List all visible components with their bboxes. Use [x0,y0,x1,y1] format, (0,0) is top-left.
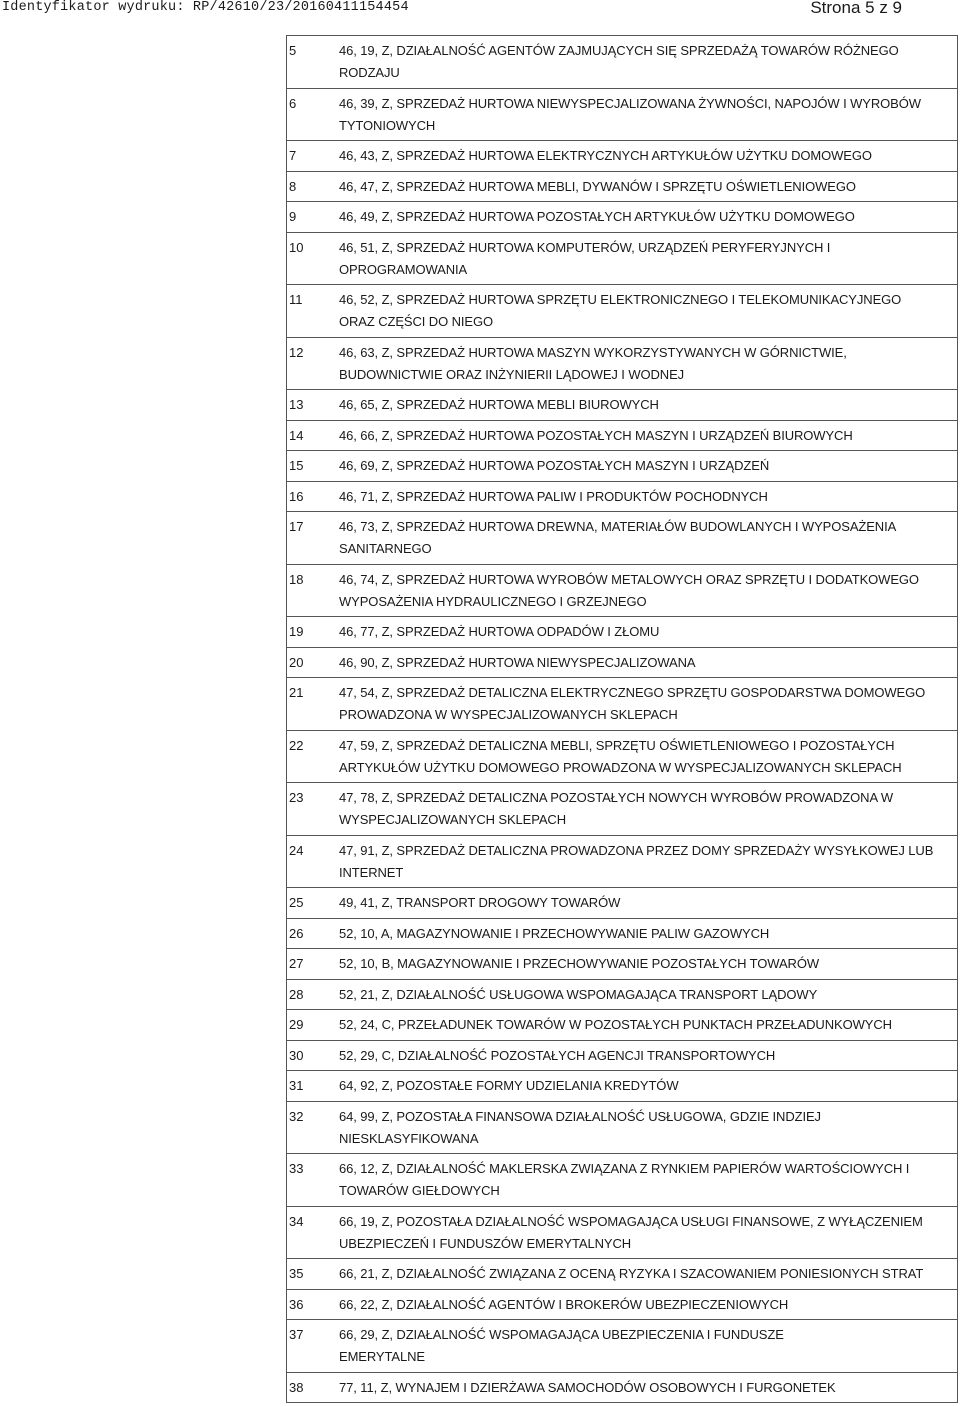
table-row [287,919,957,950]
table-row [287,783,957,836]
activity-description: 66, 22, Z, DZIAŁALNOŚĆ AGENTÓW I BROKERÓW UBEZPIECZENIOWYCH [339,1296,789,1312]
row-number: 10 [289,239,304,255]
activity-description: 46, 74, Z, SPRZEDAŻ HURTOWA WYROBÓW METALOWYCH ORAZ SPRZĘTU I DODATKOWEGO WYPOSAŻENIA HYDRAULICZNEGO I GRZEJNEGO [339,571,919,609]
row-number: 15 [289,458,304,473]
row-number: 7 [289,148,297,163]
table-row [287,1102,957,1155]
table-row [287,836,957,889]
row-number: 36 [289,1296,304,1312]
activity-description: 46, 71, Z, SPRZEDAŻ HURTOWA PALIW I PRODUKTÓW POCHODNYCH [339,488,768,504]
table-row [287,451,957,482]
row-number: 28 [289,986,304,1002]
activity-description: 46, 77, Z, SPRZEDAŻ HURTOWA ODPADÓW I ZŁOMU [339,624,660,639]
row-number: 35 [289,1266,304,1281]
row-number: 38 [289,1379,304,1395]
activity-description: 47, 59, Z, SPRZEDAŻ DETALICZNA MEBLI, SPRZĘTU OŚWIETLENIOWEGO I POZOSTAŁYCH ARTYKUŁÓW UŻYTKU DOMOWEGO PROWADZONA W WYSPECJALIZOWANYCH SKLEPACH [339,737,902,775]
activity-description: 46, 63, Z, SPRZEDAŻ HURTOWA MASZYN WYKORZYSTYWANYCH W GÓRNICTWIE, BUDOWNICTWIE ORAZ INŻYNIERII LĄDOWEJ I WODNEJ [339,344,847,382]
table-row [287,617,957,648]
activity-description: 46, 65, Z, SPRZEDAŻ HURTOWA MEBLI BIUROWYCH [339,397,659,412]
table-row [287,1207,957,1260]
activity-description: 64, 99, Z, POZOSTAŁA FINANSOWA DZIAŁALNOŚĆ USŁUGOWA, GDZIE INDZIEJ NIESKLASYFIKOWANA [339,1108,821,1146]
row-number: 20 [289,654,304,670]
row-number: 6 [289,95,297,111]
page-number: Strona 5 z 9 [810,0,902,17]
row-number: 19 [289,624,304,639]
row-number: 25 [289,895,304,910]
row-number: 9 [289,209,297,224]
table-row [287,888,957,919]
activity-description: 64, 92, Z, POZOSTAŁE FORMY UDZIELANIA KREDYTÓW [339,1078,679,1093]
table-row [287,421,957,452]
row-number: 8 [289,178,297,194]
activity-description: 66, 21, Z, DZIAŁALNOŚĆ ZWIĄZANA Z OCENĄ RYZYKA I SZACOWANIEM PONIESIONYCH STRAT [339,1266,924,1281]
activity-description: 66, 19, Z, POZOSTAŁA DZIAŁALNOŚĆ WSPOMAGAJĄCA USŁUGI FINANSOWE, Z WYŁĄCZENIEM UBEZPIECZEŃ I FUNDUSZÓW EMERYTALNYCH [339,1213,923,1251]
print-identifier: Identyfikator wydruku: RP/42610/23/20160411154454 [2,0,409,15]
row-number: 21 [289,685,304,700]
activity-description: 52, 10, A, MAGAZYNOWANIE I PRZECHOWYWANIE PALIW GAZOWYCH [339,925,770,941]
table-row [287,678,957,731]
table-row [287,233,957,286]
activity-description: 47, 54, Z, SPRZEDAŻ DETALICZNA ELEKTRYCZNEGO SPRZĘTU GOSPODARSTWA DOMOWEGO PROWADZONA W WYSPECJALIZOWANYCH SKLEPACH [339,685,926,722]
table-row [287,731,957,784]
activity-description: 46, 49, Z, SPRZEDAŻ HURTOWA POZOSTAŁYCH ARTYKUŁÓW UŻYTKU DOMOWEGO [339,209,855,224]
row-number: 29 [289,1017,304,1032]
table-row [287,285,957,338]
activity-description: 47, 78, Z, SPRZEDAŻ DETALICZNA POZOSTAŁYCH NOWYCH WYROBÓW PROWADZONA W WYSPECJALIZOWANYCH SKLEPACH [339,790,893,827]
table-row [287,949,957,980]
row-number: 14 [289,427,304,443]
activity-description: 46, 39, Z, SPRZEDAŻ HURTOWA NIEWYSPECJALIZOWANA ŻYWNOŚCI, NAPOJÓW I WYROBÓW TYTONIOWYCH [339,95,921,133]
table-row [287,512,957,565]
activity-description: 46, 47, Z, SPRZEDAŻ HURTOWA MEBLI, DYWANÓW I SPRZĘTU OŚWIETLENIOWEGO [339,178,856,194]
table-row [287,89,957,142]
table-row [287,202,957,233]
table-row [287,1071,957,1102]
table-row [287,1041,957,1072]
activity-description: 46, 43, Z, SPRZEDAŻ HURTOWA ELEKTRYCZNYCH ARTYKUŁÓW UŻYTKU DOMOWEGO [339,148,872,163]
page-header [0,0,960,22]
row-number: 5 [289,43,297,58]
pkd-activity-table [286,35,958,1403]
activity-description: 66, 29, Z, DZIAŁALNOŚĆ WSPOMAGAJĄCA UBEZPIECZENIA I FUNDUSZE EMERYTALNE [339,1327,784,1364]
row-number: 17 [289,519,304,534]
row-number: 26 [289,925,304,941]
activity-description: 46, 51, Z, SPRZEDAŻ HURTOWA KOMPUTERÓW, URZĄDZEŃ PERYFERYJNYCH I OPROGRAMOWANIA [339,239,831,277]
row-number: 23 [289,790,304,805]
table-row [287,338,957,391]
activity-description: 46, 73, Z, SPRZEDAŻ HURTOWA DREWNA, MATERIAŁÓW BUDOWLANYCH I WYPOSAŻENIA SANITARNEGO [339,519,897,556]
row-number: 27 [289,956,304,971]
row-number: 37 [289,1327,304,1342]
row-number: 11 [289,292,303,307]
table-row [287,172,957,203]
table-row [287,1320,957,1373]
activity-description: 46, 69, Z, SPRZEDAŻ HURTOWA POZOSTAŁYCH MASZYN I URZĄDZEŃ [339,458,770,473]
activity-description: 47, 91, Z, SPRZEDAŻ DETALICZNA PROWADZONA PRZEZ DOMY SPRZEDAŻY WYSYŁKOWEJ LUB INTERNET [339,842,934,880]
table-row [287,482,957,513]
activity-description: 52, 29, C, DZIAŁALNOŚĆ POZOSTAŁYCH AGENCJI TRANSPORTOWYCH [339,1047,776,1063]
row-number: 12 [289,344,304,360]
activity-description: 46, 19, Z, DZIAŁALNOŚĆ AGENTÓW ZAJMUJĄCYCH SIĘ SPRZEDAŻĄ TOWARÓW RÓŻNEGO RODZAJU [339,43,899,80]
table-row [287,36,957,89]
row-number: 34 [289,1213,304,1229]
row-number: 24 [289,842,304,858]
activity-description: 49, 41, Z, TRANSPORT DROGOWY TOWARÓW [339,895,621,910]
row-number: 13 [289,397,304,412]
table-row [287,141,957,172]
row-number: 32 [289,1108,304,1124]
table-row [287,1259,957,1290]
table-row [287,565,957,618]
table-row [287,390,957,421]
row-number: 33 [289,1161,304,1176]
table-row [287,1290,957,1321]
activity-description: 52, 21, Z, DZIAŁALNOŚĆ USŁUGOWA WSPOMAGAJĄCA TRANSPORT LĄDOWY [339,986,818,1002]
table-row [287,1010,957,1041]
activity-description: 46, 52, Z, SPRZEDAŻ HURTOWA SPRZĘTU ELEKTRONICZNEGO I TELEKOMUNIKACYJNEGO ORAZ CZĘŚCI DO NIEGO [339,292,902,329]
row-number: 16 [289,488,304,504]
row-number: 18 [289,571,304,587]
row-number: 22 [289,737,304,753]
row-number: 30 [289,1047,304,1063]
activity-description: 52, 24, C, PRZEŁADUNEK TOWARÓW W POZOSTAŁYCH PUNKTACH PRZEŁADUNKOWYCH [339,1017,892,1032]
table-row [287,1154,957,1207]
row-number: 31 [289,1078,304,1093]
activity-description: 46, 66, Z, SPRZEDAŻ HURTOWA POZOSTAŁYCH MASZYN I URZĄDZEŃ BIUROWYCH [339,427,853,443]
activity-description: 52, 10, B, MAGAZYNOWANIE I PRZECHOWYWANIE POZOSTAŁYCH TOWARÓW [339,956,820,971]
activity-description: 77, 11, Z, WYNAJEM I DZIERŻAWA SAMOCHODÓW OSOBOWYCH I FURGONETEK [339,1379,836,1395]
activity-description: 46, 90, Z, SPRZEDAŻ HURTOWA NIEWYSPECJALIZOWANA [339,654,696,670]
activity-description: 66, 12, Z, DZIAŁALNOŚĆ MAKLERSKA ZWIĄZANA Z RYNKIEM PAPIERÓW WARTOŚCIOWYCH I TOWARÓW GIEŁDOWYCH [339,1161,910,1198]
table-row [287,980,957,1011]
table-row [287,1373,957,1404]
table-row [287,648,957,679]
